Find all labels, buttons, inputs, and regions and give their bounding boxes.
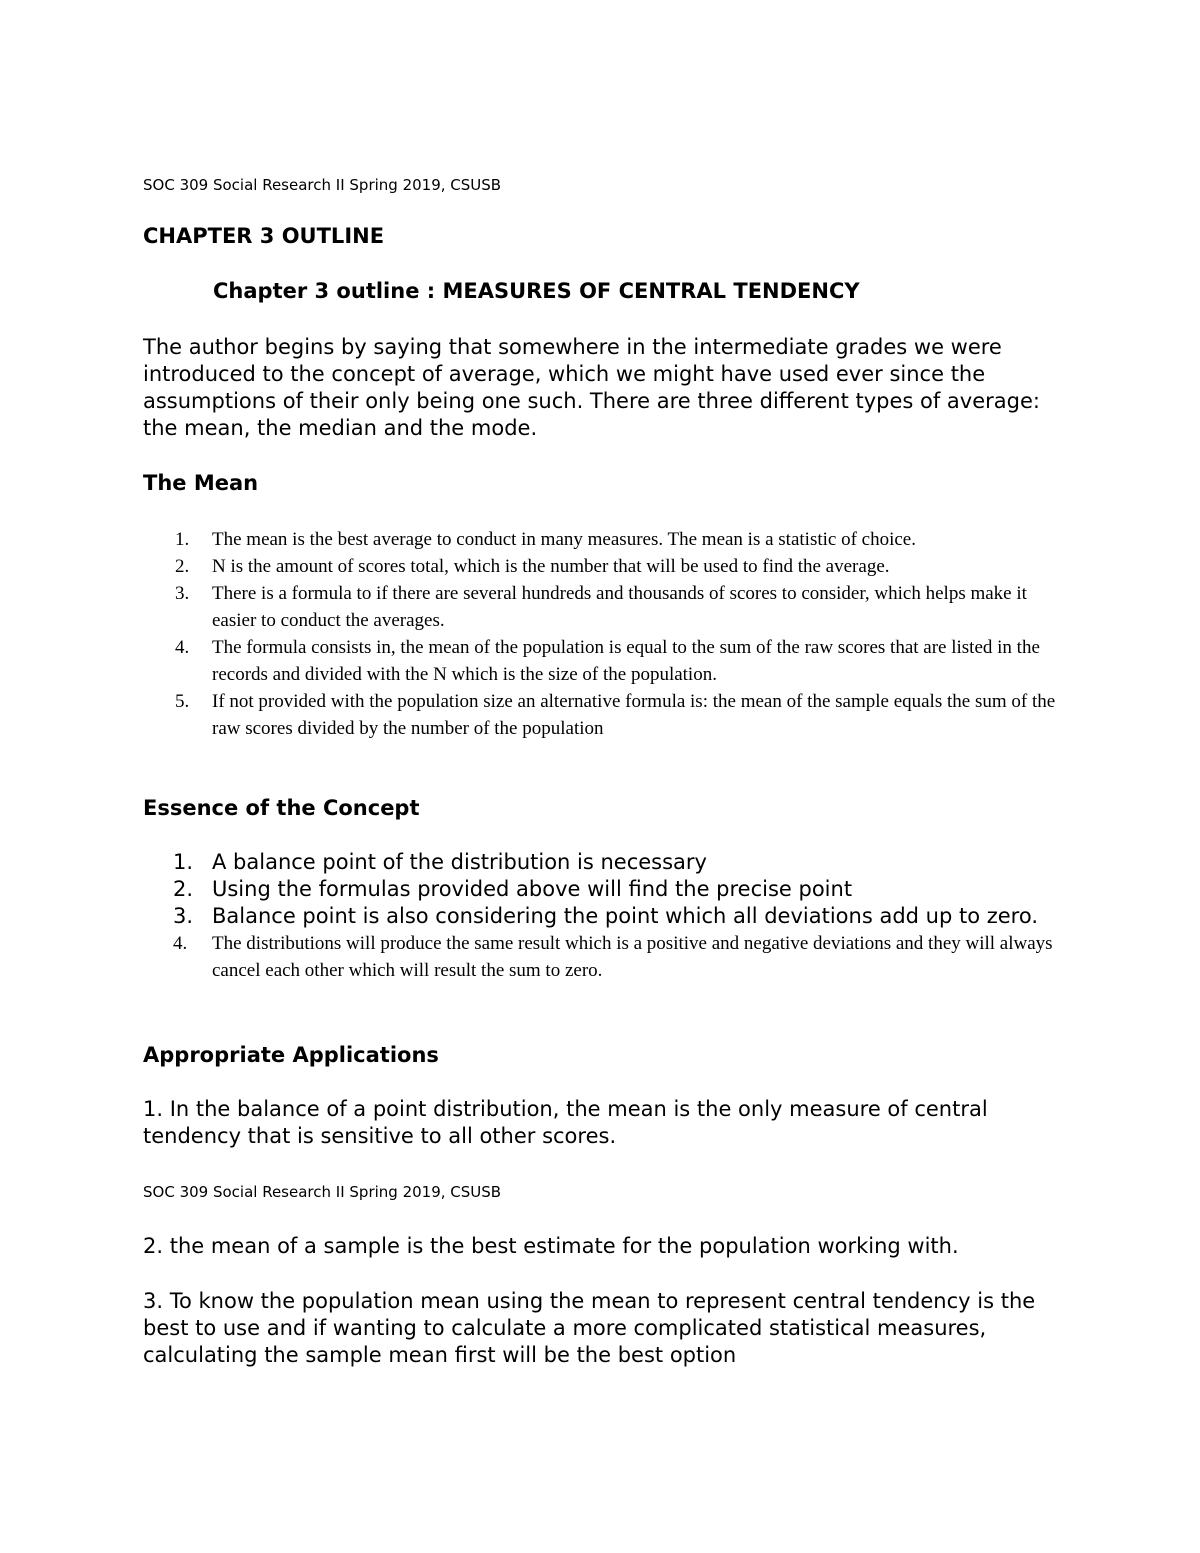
list-item-text: Using the formulas provided above will find the precise point [212, 877, 853, 901]
list-item-text: The mean is the best average to conduct in many measures. The mean is a statistic of choice. [212, 529, 916, 550]
section-heading-essence: Essence of the Concept [143, 796, 420, 820]
list-item-text: A balance point of the distribution is necessary [212, 850, 707, 874]
mean-list [143, 526, 1073, 742]
list-item-number: 3. [173, 904, 194, 928]
list-item [143, 553, 1073, 580]
list-item-number: 2. [175, 556, 190, 577]
applications-paragraph-1: 1. In the balance of a point distribution, the mean is the only measure of central tendency that is sensitive to all other scores. [143, 1097, 988, 1148]
list-item-text: Balance point is also considering the point which all deviations add up to zero. [212, 904, 1038, 928]
applications-paragraph-3: 3. To know the population mean using the mean to represent central tendency is the best to use and if wanting to calculate a more complicated statistical measures, calculating the sample mean first will be the best option [143, 1289, 1036, 1367]
list-item-number: 1. [173, 850, 194, 874]
list-item [143, 634, 1073, 688]
list-item-number: 3. [175, 583, 190, 604]
list-item [143, 849, 1073, 876]
list-item-number: 2. [173, 877, 194, 901]
list-item-text: N is the amount of scores total, which is the number that will be used to find the average. [212, 556, 890, 577]
list-item-number: 5. [175, 691, 190, 712]
essence-list [143, 849, 1073, 984]
list-item-number: 4. [175, 637, 190, 658]
page-subtitle: Chapter 3 outline : MEASURES OF CENTRAL TENDENCY [213, 279, 860, 303]
list-item-text: The distributions will produce the same result which is a positive and negative deviations and they will always cancel each other which will result the sum to zero. [212, 933, 1053, 981]
course-header: SOC 309 Social Research II Spring 2019, CSUSB [143, 176, 502, 194]
list-item-number: 1. [175, 529, 190, 550]
list-item [143, 876, 1073, 903]
list-item [143, 688, 1073, 742]
list-item-number: 4. [173, 933, 188, 954]
list-item [143, 526, 1073, 553]
list-item-text: There is a formula to if there are several hundreds and thousands of scores to consider, which helps make it easier to conduct the averages. [212, 583, 1027, 631]
course-header-repeat: SOC 309 Social Research II Spring 2019, CSUSB [143, 1183, 502, 1201]
section-heading-applications: Appropriate Applications [143, 1043, 439, 1067]
list-item [143, 580, 1073, 634]
applications-paragraph-2: 2. the mean of a sample is the best estimate for the population working with. [143, 1234, 959, 1258]
list-item-text: If not provided with the population size an alternative formula is: the mean of the sample equals the sum of the raw scores divided by the number of the population [212, 691, 1056, 739]
list-item [143, 930, 1073, 984]
page-title: CHAPTER 3 OUTLINE [143, 224, 385, 248]
section-heading-mean: The Mean [143, 471, 259, 495]
list-item-text: The formula consists in, the mean of the population is equal to the sum of the raw scores that are listed in the records and divided with the N which is the size of the population. [212, 637, 1040, 685]
intro-paragraph: The author begins by saying that somewhere in the intermediate grades we were introduced to the concept of average, which we might have used ever since the assumptions of their only being one such. There are three different types of average: the mean, the median and the mode. [143, 335, 1040, 440]
list-item [143, 903, 1073, 930]
